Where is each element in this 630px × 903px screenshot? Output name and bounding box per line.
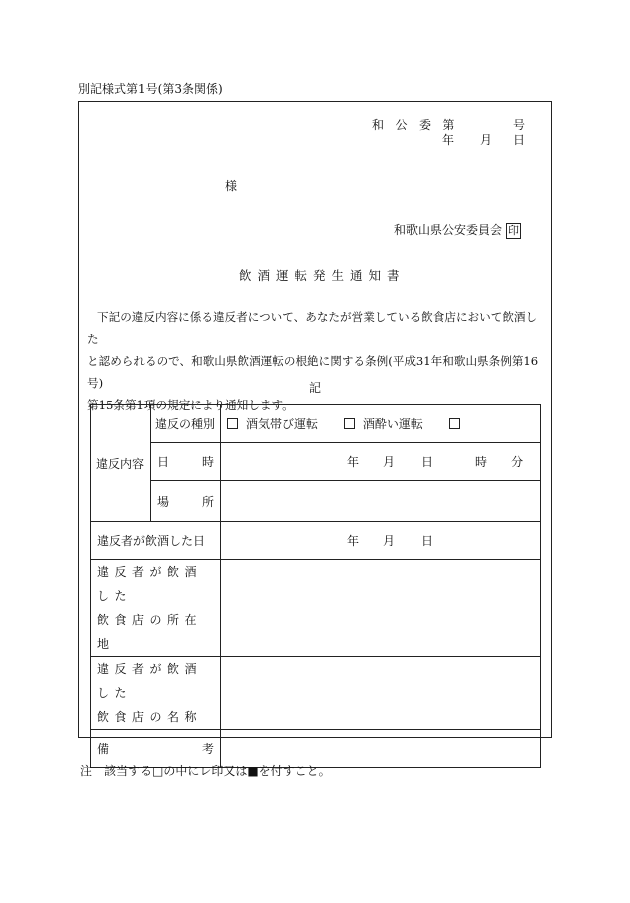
issuer xyxy=(394,221,521,239)
type-label: 違反の種別 xyxy=(151,405,221,443)
option-dui[interactable]: 酒気帯び運転 xyxy=(227,415,318,432)
footnote: 注 該当する□の中にレ印又は■を付すこと。 xyxy=(80,764,331,778)
ref-prefix-3: 委 xyxy=(418,118,431,132)
drink-date-value[interactable]: 年 月 日 xyxy=(221,522,541,560)
body-text xyxy=(87,306,545,416)
checkbox-icon[interactable] xyxy=(227,418,238,429)
body-line-2: と認められるので、和歌山県飲酒運転の根絶に関する条例(平成31年和歌山県条例第16号) xyxy=(87,354,539,390)
table-row xyxy=(91,481,541,522)
document-title: 飲酒運転発生通知書 xyxy=(239,268,406,283)
place-label: 場 所 xyxy=(151,481,221,522)
shop-name-value[interactable] xyxy=(221,657,541,730)
violation-table xyxy=(90,404,541,768)
issuer-name: 和歌山県公安委員会 xyxy=(394,223,503,237)
body-line-1: 下記の違反内容に係る違反者について、あなたが営業している飲食店において飲酒した xyxy=(87,310,538,346)
ref-prefix-4: 第 xyxy=(442,118,455,132)
table-row xyxy=(91,405,541,443)
ref-prefix-2: 公 xyxy=(395,118,408,132)
datetime-label: 日 時 xyxy=(151,443,221,481)
checkbox-icon[interactable] xyxy=(449,418,460,429)
datetime-value[interactable]: 年 月 日 時 分 xyxy=(221,443,541,481)
group-label: 違反内容 xyxy=(91,405,151,522)
issue-day: 日 xyxy=(513,133,526,147)
table-row xyxy=(91,522,541,560)
issue-month: 月 xyxy=(480,133,493,147)
ref-prefix-1: 和 xyxy=(372,118,385,132)
drink-date-label: 違反者が飲酒した日 xyxy=(91,522,221,560)
shop-name-label: 違反者が飲酒した 飲食店の名称 xyxy=(91,657,221,730)
table-row xyxy=(91,443,541,481)
ref-suffix: 号 xyxy=(513,118,526,132)
ki-label: 記 xyxy=(309,381,322,395)
shop-address-label: 違反者が飲酒した 飲食店の所在地 xyxy=(91,560,221,657)
form-number-label: 別記様式第1号(第3条関係) xyxy=(78,82,223,96)
type-options xyxy=(221,405,541,443)
shop-address-value[interactable] xyxy=(221,560,541,657)
option-other[interactable] xyxy=(449,418,460,429)
body-line-3: 第15条第1項の規定により通知します。 xyxy=(87,398,294,412)
seal-mark: 印 xyxy=(508,224,520,237)
table-row xyxy=(91,657,541,730)
checkbox-icon[interactable] xyxy=(344,418,355,429)
issue-year: 年 xyxy=(442,133,455,147)
addressee-suffix: 様 xyxy=(225,179,238,193)
remarks-label: 備 考 xyxy=(91,730,221,768)
option-drunk-driving[interactable]: 酒酔い運転 xyxy=(344,415,423,432)
place-value[interactable] xyxy=(221,481,541,522)
table-row xyxy=(91,560,541,657)
